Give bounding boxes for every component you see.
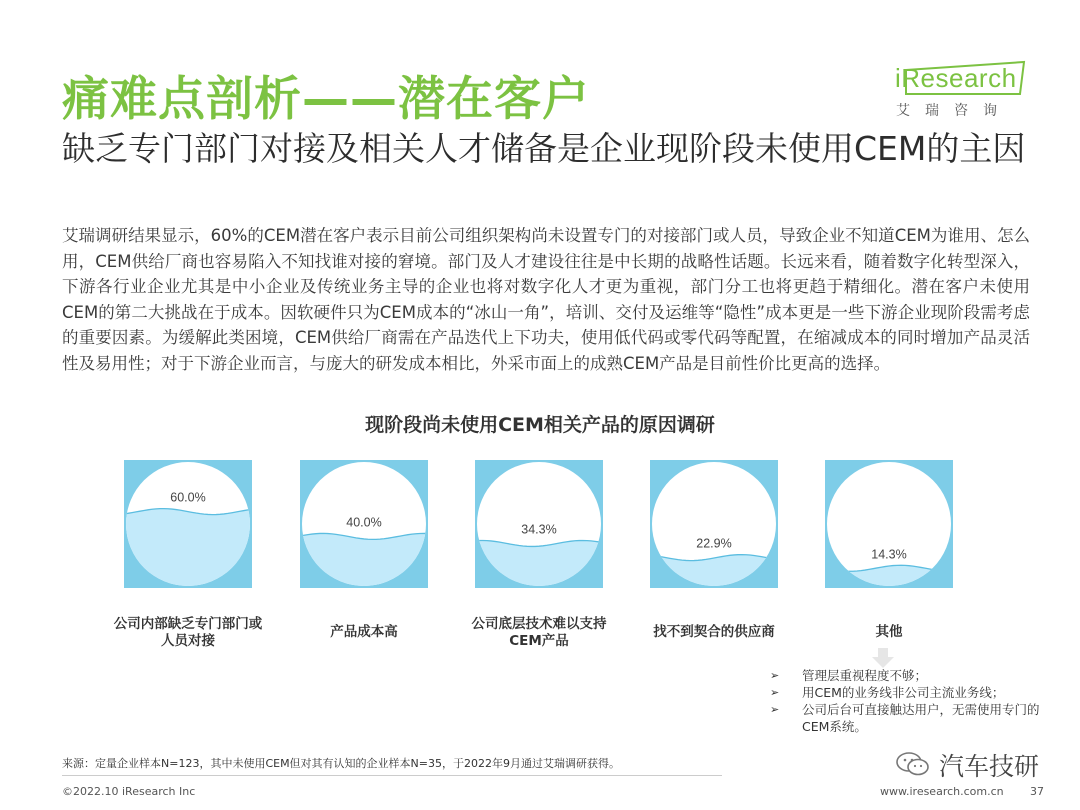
- value-label: 22.9%: [696, 536, 732, 551]
- wechat-account-name: 汽车技研: [939, 752, 1040, 781]
- page-title: 痛难点剖析——潜在客户: [62, 72, 590, 127]
- footer-divider: [62, 775, 722, 776]
- liquid-gauge: [467, 460, 611, 591]
- others-details-list: [768, 667, 1048, 735]
- others-detail-item: ➢ 用CEM的业务线非公司主流业务线；: [768, 684, 1048, 701]
- iresearch-logo: [892, 60, 1032, 124]
- liquid-gauge: [292, 460, 436, 591]
- wechat-watermark: [895, 747, 1045, 779]
- others-detail-item: ➢ 管理层重视程度不够；: [768, 667, 1048, 684]
- chart-title: 现阶段尚未使用CEM相关产品的原因调研: [365, 414, 715, 436]
- copyright: ©2022.10 iResearch Inc: [62, 785, 196, 798]
- value-label: 34.3%: [521, 522, 557, 537]
- logo-cn: 艾瑞咨询: [896, 103, 1012, 119]
- liquid-gauge: [817, 460, 961, 591]
- category-label: 产品成本高: [330, 624, 398, 640]
- source-note: 来源：定量企业样本N=123，其中未使用CEM但对其有认知的企业样本N=35，于2022年9月通过艾瑞调研获得。: [62, 757, 620, 770]
- value-label: 60.0%: [170, 490, 206, 505]
- liquid-gauge: [116, 460, 260, 591]
- page-number: 37: [1030, 785, 1044, 798]
- value-label: 14.3%: [871, 547, 907, 562]
- liquid-gauge: [642, 460, 786, 591]
- category-label: 公司底层技术难以支持 CEM产品: [471, 616, 607, 649]
- category-label: 找不到契合的供应商: [653, 624, 775, 640]
- category-label: 公司内部缺乏专门部门或 人员对接: [113, 616, 263, 649]
- value-label: 40.0%: [346, 515, 382, 530]
- wechat-icon: [895, 751, 931, 777]
- page-subtitle: 缺乏专门部门对接及相关人才储备是企业现阶段未使用CEM的主因: [62, 129, 1026, 168]
- down-arrow-icon: [871, 648, 895, 668]
- website-url: www.iresearch.com.cn: [880, 785, 1004, 798]
- body-paragraph: 艾瑞调研结果显示，60%的CEM潜在客户表示目前公司组织架构尚未设置专门的对接部门或人员，导致企业不知道CEM为谁用、怎么用，CEM供给厂商也容易陷入不知找谁对接的窘境。部门及人才建设往往是中长期的战略性话题。长远来看，随着数字化转型深入，下游各行业企业尤其是中小企业及传统业务主导的企业也将对数字化人才更为重视，部门分工也将更趋于精细化。潜在客户未使用CEM的第二大挑战在于成本。因软硬件只为CEM成本的“冰山一角”，培训、交付及运维等“隐性”成本更是一些下游企业现阶段需考虑的重要因素。为缓解此类困境，CEM供给厂商需在产品迭代上下功夫，使用低代码或零代码等配置，在缩减成本的同时增加产品灵活性及易用性；对于下游企业而言，与庞大的研发成本相比，外采市面上的成熟CEM产品是目前性价比更高的选择。: [62, 226, 1030, 373]
- category-label: 其他: [875, 624, 903, 640]
- others-detail-item: ➢ 公司后台可直接触达用户，无需使用专门的CEM系统。: [768, 701, 1048, 735]
- logo-word: iResearch: [895, 63, 1017, 93]
